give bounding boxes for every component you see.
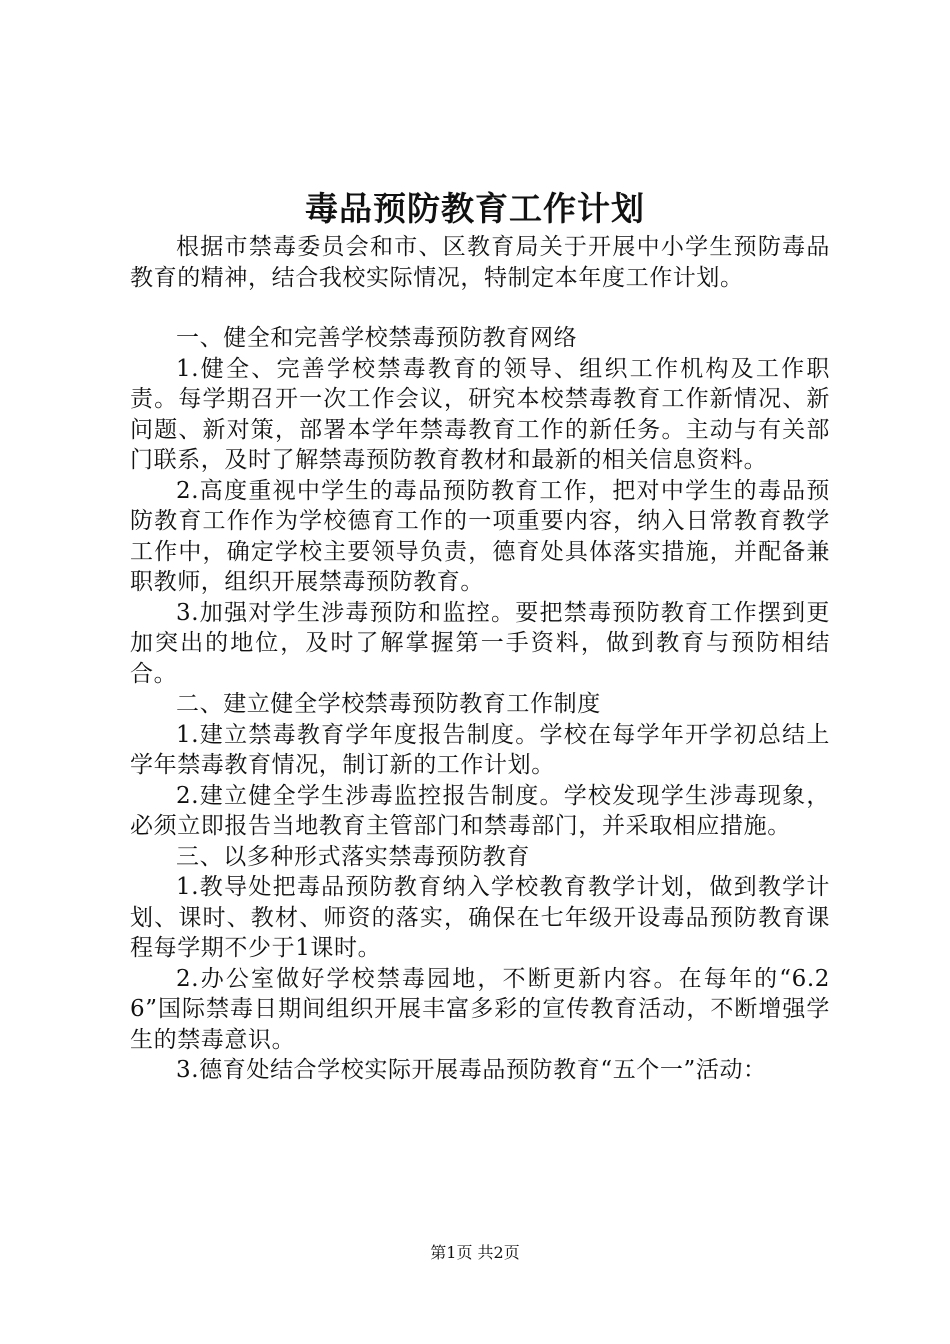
intro-paragraph: 根据市禁毒委员会和市、区教育局关于开展中小学生预防毒品教育的精神，结合我校实际情况，特制定本年度工作计划。 xyxy=(130,234,830,291)
document-title: 毒品预防教育工作计划 xyxy=(305,189,645,228)
paragraph-2-1: 1.建立禁毒教育学年度报告制度。学校在每学年开学初总结上学年禁毒教育情况，制订新的工作计划。 xyxy=(130,721,830,778)
paragraph-1-1: 1.健全、完善学校禁毒教育的领导、组织工作机构及工作职责。每学期召开一次工作会议，研究本校禁毒教育工作新情况、新问题、新对策，部署本学年禁毒教育工作的新任务。主动与有关部门联系，及时了解禁毒预防教育教材和最新的相关信息资料。 xyxy=(130,355,830,473)
paragraph-1-3: 3.加强对学生涉毒预防和监控。要把禁毒预防教育工作摆到更加突出的地位，及时了解掌握第一手资料，做到教育与预防相结合。 xyxy=(130,599,830,687)
paragraph-3-3: 3.德育处结合学校实际开展毒品预防教育“五个一”活动： xyxy=(176,1057,767,1083)
section-heading-2: 二、建立健全学校禁毒预防教育工作制度 xyxy=(176,691,601,717)
paragraph-3-1: 1.教导处把毒品预防教育纳入学校教育教学计划，做到教学计划、课时、教材、师资的落实，确保在七年级开设毒品预防教育课程每学期不少于1课时。 xyxy=(130,874,830,961)
paragraph-1-2: 2.高度重视中学生的毒品预防教育工作，把对中学生的毒品预防教育工作作为学校德育工作的一项重要内容，纳入日常教育教学工作中，确定学校主要领导负责，德育处具体落实措施，并配备兼职教师，组织开展禁毒预防教育。 xyxy=(130,477,830,595)
paragraph-2-2: 2.建立健全学生涉毒监控报告制度。学校发现学生涉毒现象，必须立即报告当地教育主管部门和禁毒部门，并采取相应措施。 xyxy=(130,782,830,839)
paragraph-3-2: 2.办公室做好学校禁毒园地，不断更新内容。在每年的“6.26”国际禁毒日期间组织开展丰富多彩的宣传教育活动，不断增强学生的禁毒意识。 xyxy=(130,965,830,1053)
page-footer: 第1页 共2页 xyxy=(430,1243,520,1262)
section-heading-3: 三、以多种形式落实禁毒预防教育 xyxy=(176,843,530,870)
section-heading-1: 一、健全和完善学校禁毒预防教育网络 xyxy=(176,325,578,351)
document-body xyxy=(130,232,830,1086)
